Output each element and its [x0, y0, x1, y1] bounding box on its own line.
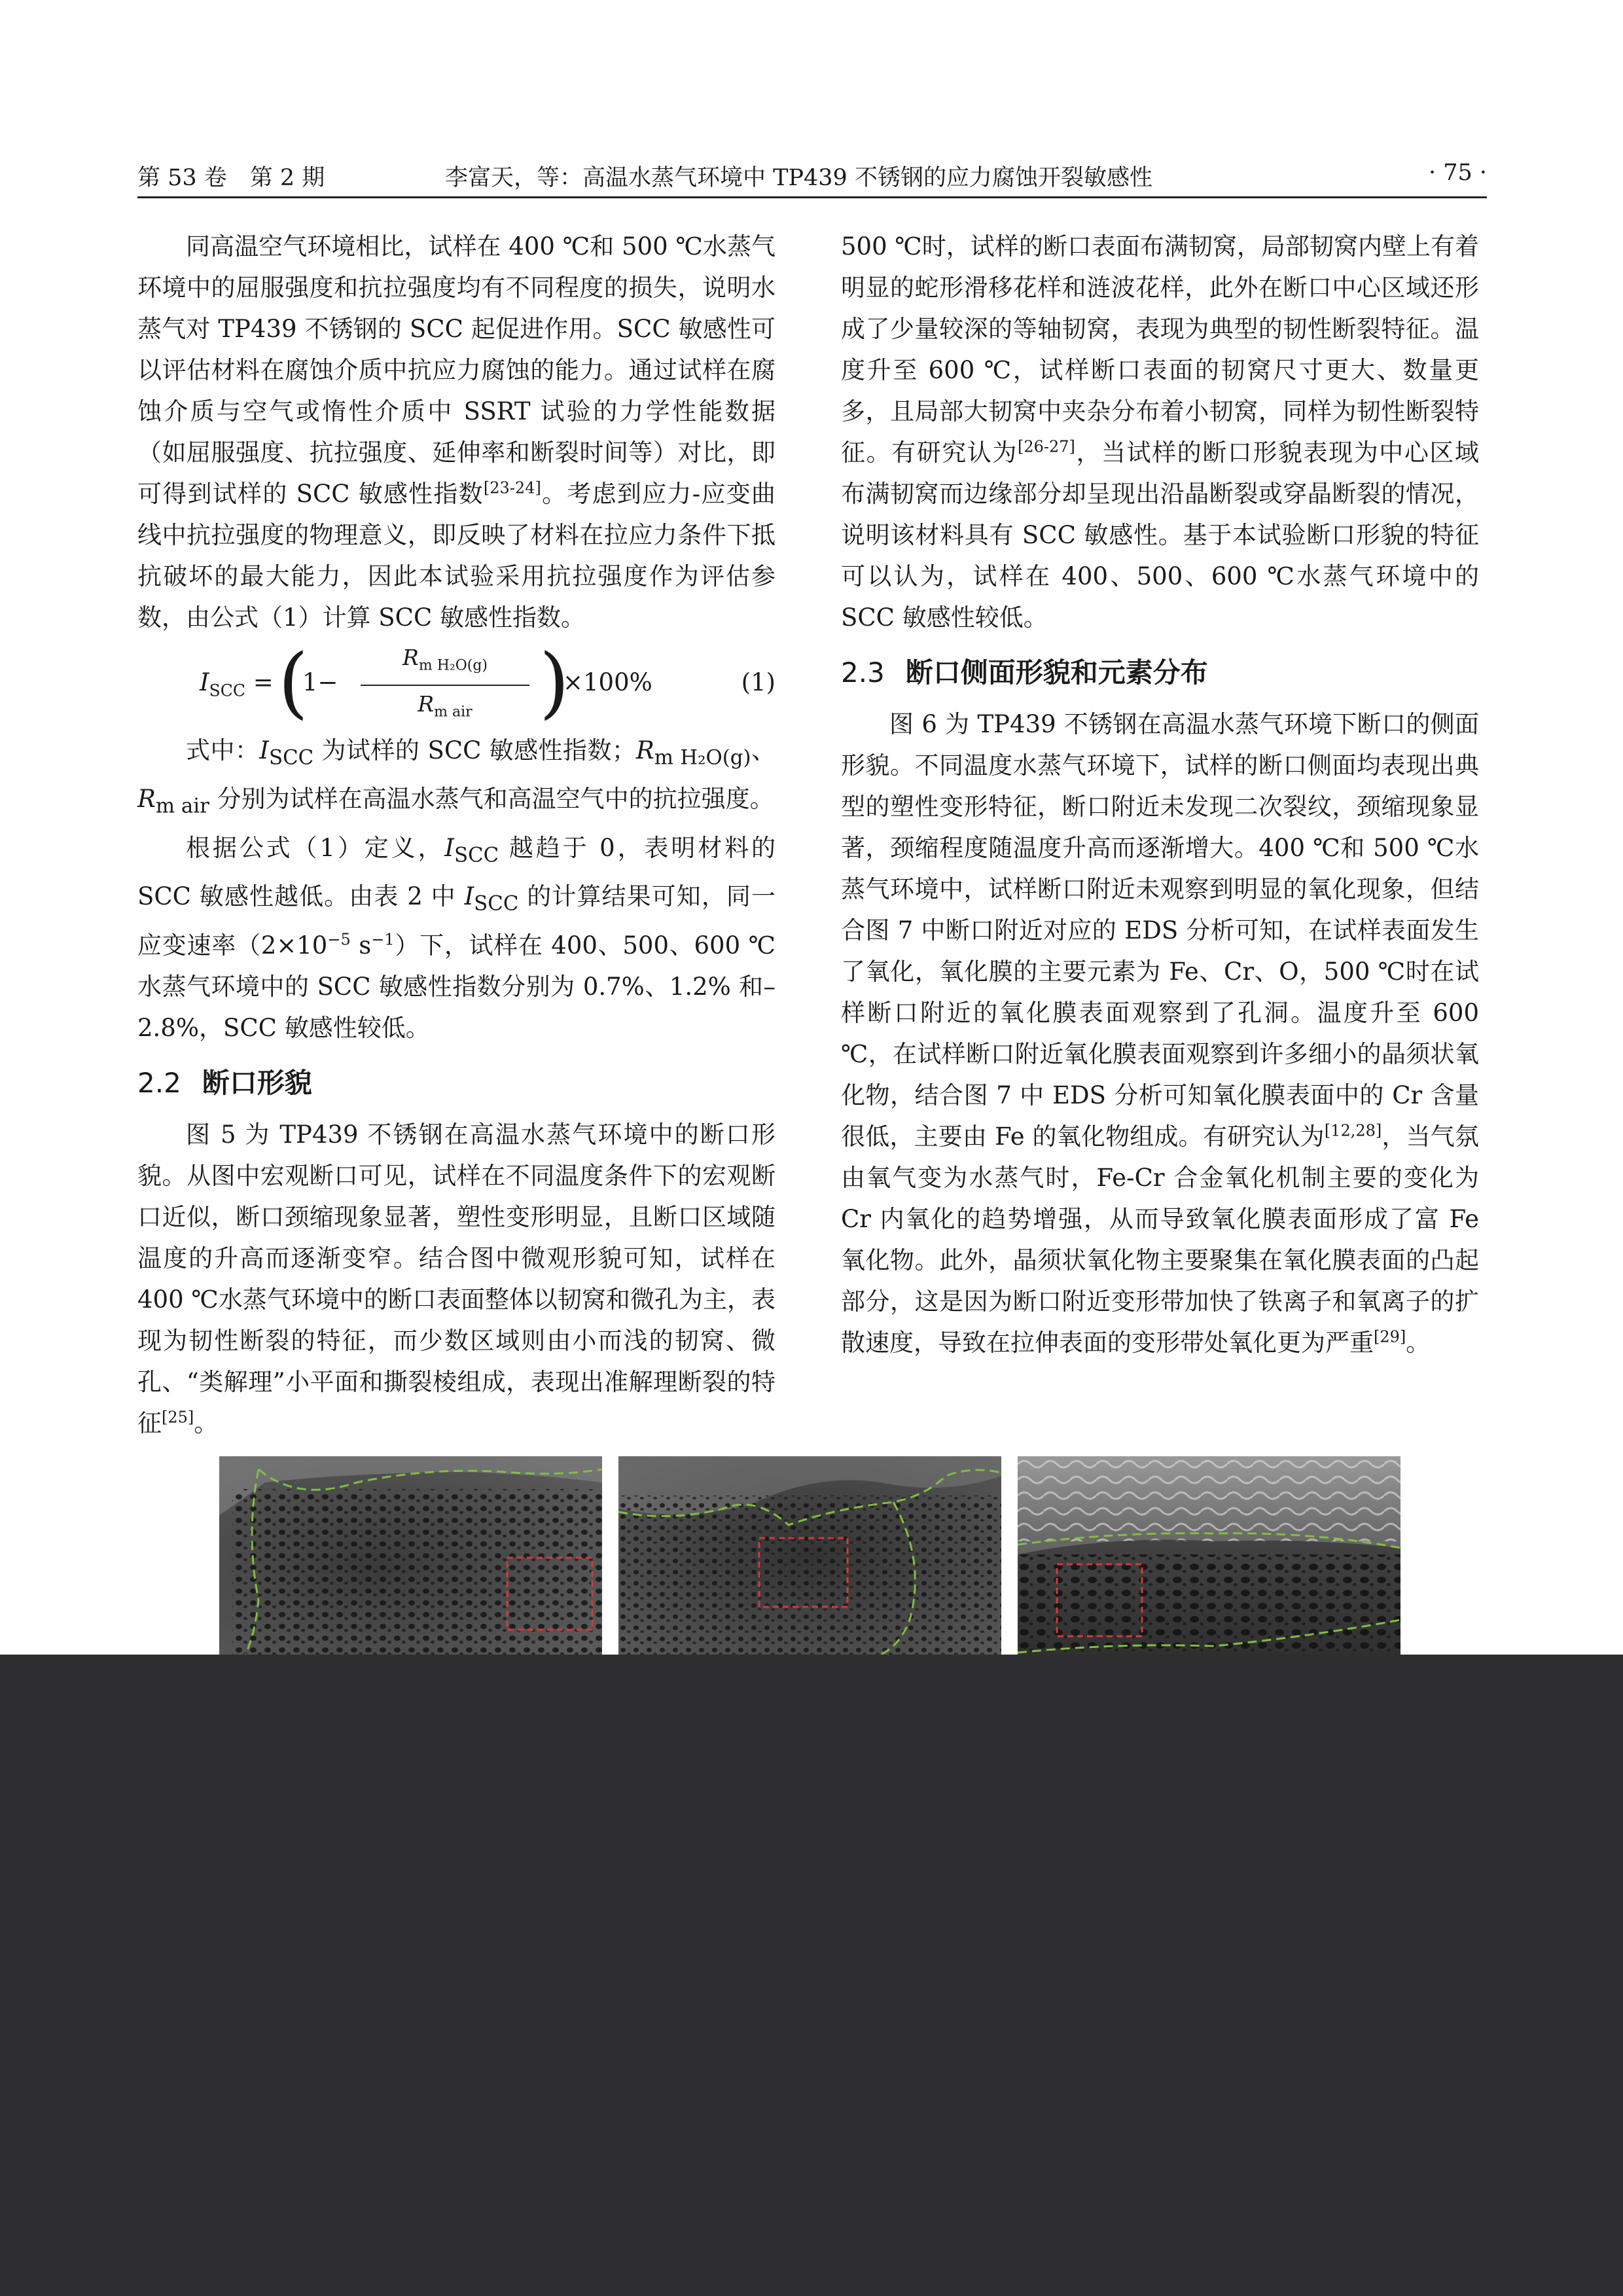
right-column	[841, 226, 1479, 1363]
citation[interactable]: [23-24]	[483, 478, 541, 497]
page-number: · 75 ·	[1428, 160, 1487, 186]
fraction-denominator: $R_{m air}$	[418, 691, 473, 721]
formula-one-minus: 1−	[302, 668, 338, 696]
running-header	[137, 156, 1487, 198]
formula-lhs: $I_{SCC}$ =	[200, 668, 274, 700]
paragraph: 式中：$I_{SCC}$ 为试样的 SCC 敏感性指数；$R_{m H_2O(g)}$、$R_{m air}$ 分别为试样在高温水蒸气和高温空气中的抗拉强度。	[137, 736, 776, 818]
left-paren: (	[278, 637, 309, 727]
fraction-numerator: $R_{m H_2O(g)}$	[402, 645, 488, 674]
paragraph: 图 5 为 TP439 不锈钢在高温水蒸气环境中的断口形貌。从图中宏观断口可见，试样在不同温度条件下的宏观断口近似，断口颈缩现象显著，塑性变形明显，且断口区域随温度的升高而逐渐变窄。结合图中微观形貌可知，试样在 400 ℃水蒸气环境中的断口表面整体以韧窝和微孔为主，表现为韧性断裂的特征，而少数区域则由小而浅的韧窝、微孔、“类解理”小平面和撕裂棱组成，表现出准解理断裂的特征[25]。	[137, 1120, 776, 1437]
running-title: 李富天，等：高温水蒸气环境中 TP439 不锈钢的应力腐蚀开裂敏感性	[445, 165, 1152, 191]
fraction-bar	[361, 685, 529, 686]
left-column	[137, 226, 776, 1444]
paragraph: 图 6 为 TP439 不锈钢在高温水蒸气环境下断口的侧面形貌。不同温度水蒸气环境下，试样的断口侧面均表现出典型的塑性变形特征，断口附近未发现二次裂纹，颈缩现象显著，颈缩程度随温度升高而逐渐增大。400 ℃和 500 ℃水蒸气环境中，试样断口附近未观察到明显的氧化现象，但结合图 7 中断口附近对应的 EDS 分析可知，在试样表面发生了氧化，氧化膜的主要元素为 Fe、Cr、O，500 ℃时在试样断口附近的氧化膜表面观察到了孔洞。温度升至 600 ℃，在试样断口附近氧化膜表面观察到许多细小的晶须状氧化物，结合图 7 中 EDS 分析可知氧化膜表面中的 Cr 含量很低，主要由 Fe 的氧化物组成。有研究认为[12,28]，当气氛由氧气变为水蒸气时，Fe-Cr 合金氧化机制主要的变化为 Cr 内氧化的趋势增强，从而导致氧化膜表面形成了富 Fe 氧化物。此外，晶须状氧化物主要聚集在氧化膜表面的凸起部分，这是因为断口附近变形带加快了铁离子和氧离子的扩散速度，导致在拉伸表面的变形带处氧化更为严重[29]。	[841, 710, 1479, 1357]
paragraph: 同高温空气环境相比，试样在 400 ℃和 500 ℃水蒸气环境中的屈服强度和抗拉强度均有不同程度的损失，说明水蒸气对 TP439 不锈钢的 SCC 起促进作用。SCC 敏感性可以评估材料在腐蚀介质中抗应力腐蚀的能力。通过试样在腐蚀介质与空气或惰性介质中 SSRT 试验的力学性能数据（如屈服强度、抗拉强度、延伸率和断裂时间等）对比，即可得到试样的 SCC 敏感性指数[23-24]。考虑到应力-应变曲线中抗拉强度的物理意义，即反映了材料在拉应力条件下抵抗破坏的最大能力，因此本试验采用抗拉强度作为评估参数，由公式（1）计算 SCC 敏感性指数。	[137, 232, 776, 632]
section-heading-2-2: 2.2 断口形貌	[137, 1066, 312, 1099]
fractograph-panel-500c	[618, 1456, 1001, 1655]
citation[interactable]: [29]	[1374, 1327, 1406, 1346]
dark-overlay	[0, 1655, 1623, 2296]
equation-number: (1)	[741, 668, 776, 696]
citation[interactable]: [25]	[162, 1408, 194, 1427]
paragraph: 500 ℃时，试样的断口表面布满韧窝，局部韧窝内壁上有着明显的蛇形滑移花样和涟波花样，此外在断口中心区域还形成了少量较深的等轴韧窝，表现为典型的韧性断裂特征。温度升至 600 ℃，试样断口表面的韧窝尺寸更大、数量更多，且局部大韧窝中夹杂分布着小韧窝，同样为韧性断裂特征。有研究认为[26-27]，当试样的断口形貌表现为中心区域布满韧窝而边缘部分却呈现出沿晶断裂或穿晶断裂的情况，说明该材料具有 SCC 敏感性。基于本试验断口形貌的特征可以认为，试样在 400、500、600 ℃水蒸气环境中的 SCC 敏感性较低。	[841, 232, 1480, 632]
citation[interactable]: [12,28]	[1324, 1121, 1382, 1140]
paragraph: 根据公式（1）定义，$I_{SCC}$ 越趋于 0，表明材料的 SCC 敏感性越低。由表 2 中 $I_{SCC}$ 的计算结果可知，同一应变速率（$2\times 10^{-5}$ $s^{-1}$）下，试样在 400、500、600 ℃水蒸气环境中的 SCC 敏感性指数分别为 0.7%、1.2% 和–2.8%，SCC 敏感性较低。	[137, 833, 776, 1042]
citation[interactable]: [26-27]	[1017, 437, 1075, 456]
section-heading-2-3: 2.3 断口侧面形貌和元素分布	[841, 656, 1208, 689]
formula-fraction	[357, 642, 533, 728]
volume-issue: 第 53 卷 第 2 期	[137, 165, 325, 191]
fractograph-panel-600c	[1018, 1456, 1400, 1655]
figure-5-panels	[219, 1456, 1402, 1655]
right-paren: )	[539, 637, 570, 727]
formula-times-percent: ×100%	[563, 668, 652, 696]
equation-1	[137, 638, 776, 730]
fractograph-panel-400c	[219, 1456, 602, 1655]
